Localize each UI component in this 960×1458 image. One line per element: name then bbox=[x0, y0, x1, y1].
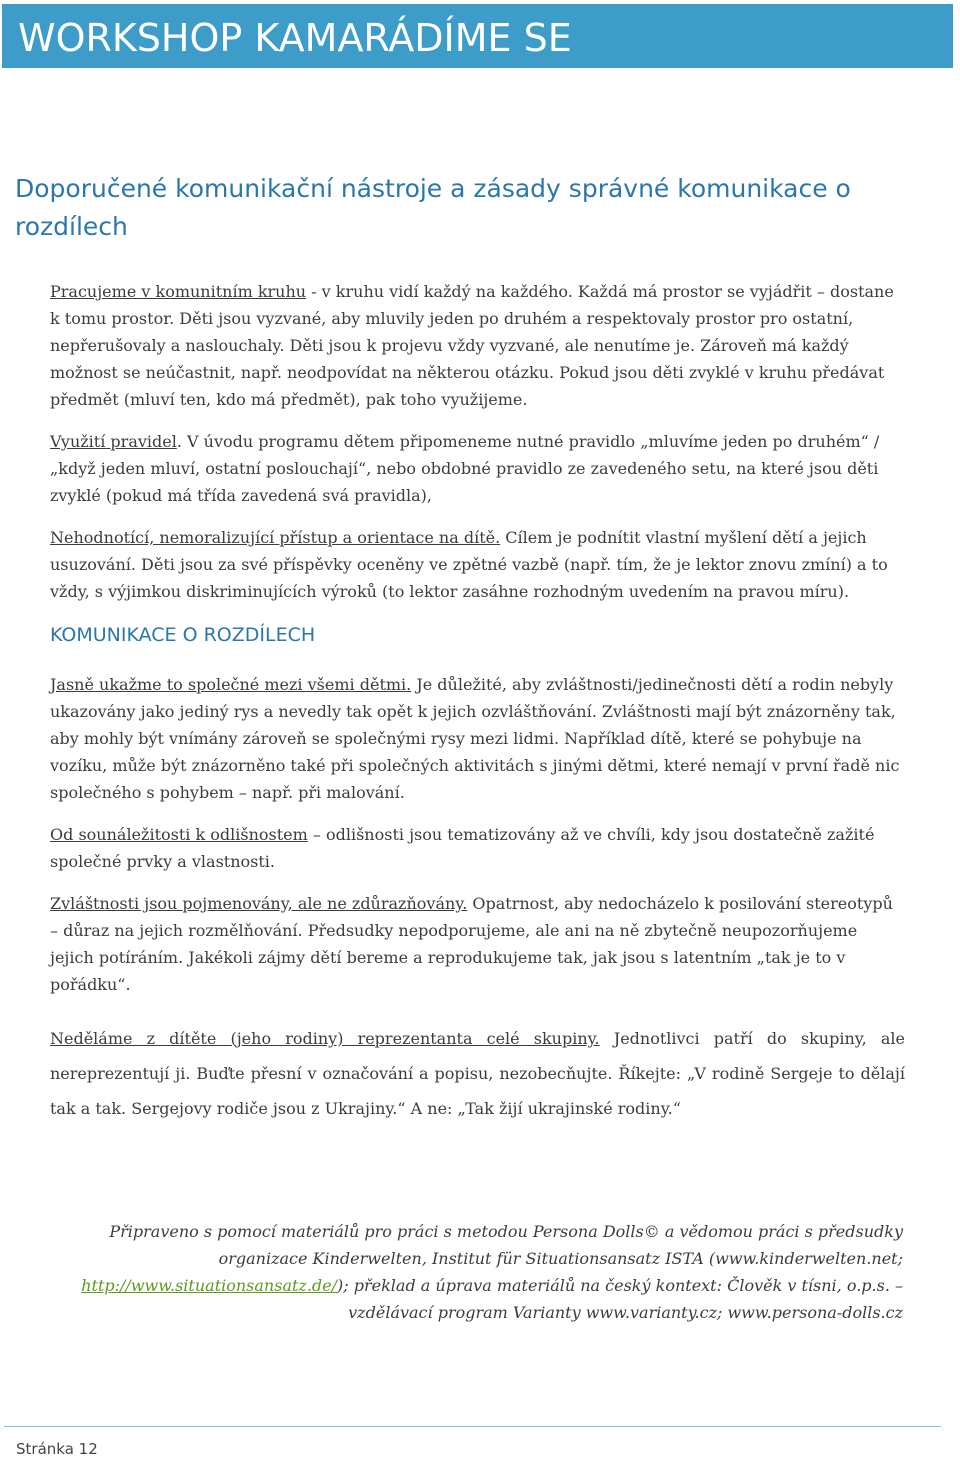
paragraph-lead: Jasně ukažme to společné mezi všemi dětmi. bbox=[50, 675, 412, 694]
paragraph-lead: Využití pravidel bbox=[50, 432, 177, 451]
title-banner bbox=[2, 4, 953, 68]
credits-note bbox=[80, 1218, 903, 1326]
paragraph-lead: Nehodnotící, nemoralizující přístup a orientace na dítě. bbox=[50, 528, 501, 547]
paragraph-lead: Zvláštnosti jsou pojmenovány, ale ne zdůrazňovány. bbox=[50, 894, 468, 913]
paragraph-text: - v kruhu vidí každý na každého. Každá má prostor se vyjádřit – dostane k tomu prostor. Děti jsou vyzvané, aby mluvily jeden po druhém a respektovaly prostor pro ostatní, nepřerušovaly a naslouchaly. Děti jsou k projevu vždy vyzvané, ale nenutíme je. Zároveň má každý možnost se neúčastnit, např. neodpovídat na některou otázku. Pokud jsou děti zvyklé v kruhu předávat předmět (mluví ten, kdo má předmět), pak toho využijeme. bbox=[50, 282, 894, 409]
paragraph-text: Jednotlivci patří do skupiny, ale nereprezentují ji. Buďte přesní v označování a popisu, nezobecňujte. Říkejte: „V rodině Sergeje to dělají tak a tak. Sergejovy rodiče jsou z Ukrajiny.“ A ne: „Tak žijí ukrajinské rodiny.“ bbox=[50, 1029, 905, 1118]
credits-text: Připraveno s pomocí materiálů pro práci s metodou Persona Dolls© a vědomou práci s předsudky organizace Kinderwelten, Institut für Situationsansatz ISTA (www.kinderwelten.net; bbox=[109, 1222, 903, 1268]
page-number: Stránka 12 bbox=[16, 1440, 98, 1458]
situationsansatz-link[interactable]: http://www.situationsansatz.de/ bbox=[81, 1276, 338, 1295]
footer-divider bbox=[4, 1426, 941, 1427]
paragraph-text: . V úvodu programu dětem připomeneme nutné pravidlo „mluvíme jeden po druhém“ / „když jeden mluví, ostatní poslouchají“, nebo obdobné pravidlo ze zavedeného setu, na které jsou děti zvyklé (pokud má třída zavedená svá pravidla), bbox=[50, 432, 880, 505]
paragraph-communal-circle bbox=[50, 278, 905, 413]
paragraph-lead: Neděláme z dítěte (jeho rodiny) reprezentanta celé skupiny. bbox=[50, 1029, 600, 1048]
paragraph-common-traits bbox=[50, 671, 905, 806]
paragraph-non-judging bbox=[50, 524, 905, 605]
paragraph-text: – odlišnosti jsou tematizovány až ve chvíli, kdy jsou dostatečně zažité společné prvky a vlastnosti. bbox=[50, 825, 875, 871]
paragraph-text: Cílem je podnítit vlastní myšlení dětí a jejich usuzování. Děti jsou za své příspěvky oceněny ve zpětné vazbě (např. tím, že je lektor znovu zmíní) a to vždy, s výjimkou diskriminujících výroků (to lektor zasáhne rozhodným uvedením na pravou míru). bbox=[50, 528, 888, 601]
paragraph-named-not-stressed bbox=[50, 890, 905, 998]
paragraph-not-representative bbox=[50, 1021, 905, 1126]
paragraph-lead: Pracujeme v komunitním kruhu bbox=[50, 282, 307, 301]
paragraph-text: Opatrnost, aby nedocházelo k posilování stereotypů – důraz na jejich rozmělňování. Předsudky nepodporujeme, ale ani na ně zbytečně neupozorňujeme jejich potíráním. Jakékoli zájmy dětí bereme a reprodukujeme tak, jak jsou s latentním „tak je to v pořádku“. bbox=[50, 894, 893, 994]
subheading-differences: KOMUNIKACE O ROZDÍLECH bbox=[50, 624, 316, 646]
paragraph-rules bbox=[50, 428, 905, 509]
paragraph-lead: Od sounáležitosti k odlišnostem bbox=[50, 825, 308, 844]
paragraph-text: Je důležité, aby zvláštnosti/jedinečnosti dětí a rodin nebyly ukazovány jako jediný rys a nevedly tak opět k jejich ozvláštňování. Zvláštnosti mají být znázorněny tak, aby mohly být vnímány zároveň se společnými rysy mezi lidmi. Například dítě, které se pohybuje na vozíku, může být znázorněno také při společných aktivitách s jinými dětmi, které nemají v první řadě nic společného s pohybem – např. při malování. bbox=[50, 675, 900, 802]
paragraph-belonging bbox=[50, 821, 905, 875]
section-title: Doporučené komunikační nástroje a zásady správné komunikace o rozdílech bbox=[15, 174, 851, 241]
workshop-title: WORKSHOP KAMARÁDÍME SE bbox=[18, 16, 572, 60]
credits-text: ); překlad a úprava materiálů na český kontext: Člověk v tísni, o.p.s. – vzdělávací program Varianty www.varianty.cz; www.persona-dolls.cz bbox=[337, 1276, 903, 1322]
